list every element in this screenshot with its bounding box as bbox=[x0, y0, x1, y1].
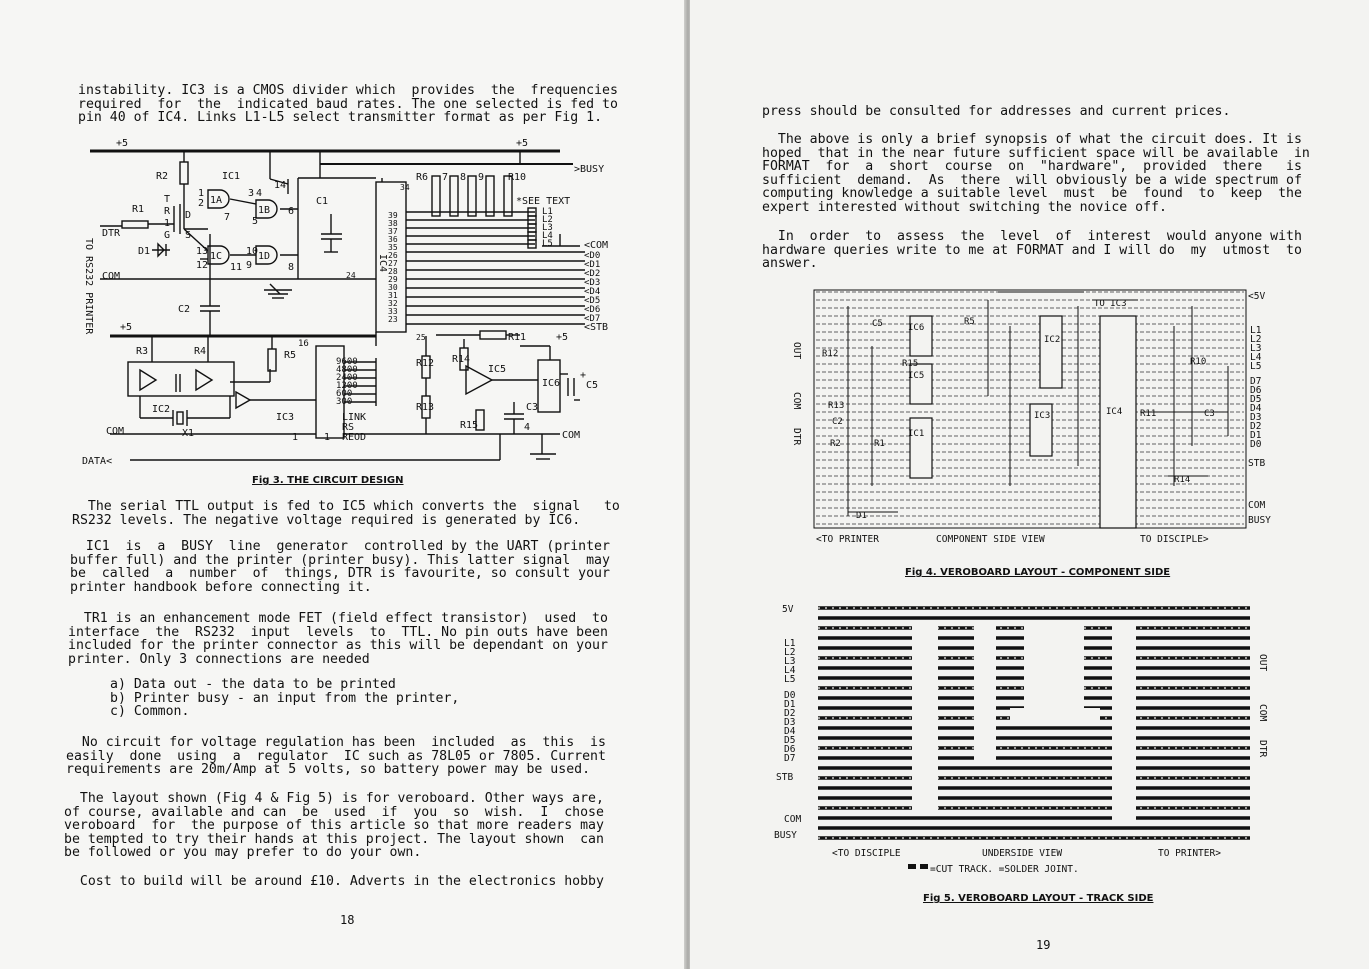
paragraph: The above is only a brief synopsis of what the circuit does. It is hoped that in the near future sufficient space will be available in FORMAT for a short course on "hardware", provided there is sufficient demand. As there will obviously be a wide spectrum of computing knowledge a suitable level must be found to keep the expert interested without switching the novice off. bbox=[762, 132, 1310, 215]
fig5-label: STB bbox=[776, 772, 794, 783]
fig3-label: *SEE TEXT bbox=[516, 196, 571, 207]
fig5-label: D3 bbox=[784, 717, 796, 728]
fig3-label: 4 bbox=[256, 188, 263, 199]
fig3-label: <COM bbox=[584, 240, 609, 251]
fig3-label: R4 bbox=[194, 346, 207, 357]
fig3-label: D bbox=[185, 210, 192, 221]
fig4-part: C2 bbox=[832, 417, 843, 427]
fig3-label: R15 bbox=[460, 420, 479, 431]
fig5-label: D5 bbox=[784, 735, 796, 746]
paragraph: TR1 is an enhancement mode FET (field effect transistor) used to interface the RS232 input levels to TTL. No pin outs have been included for the printer connector as this will be dependant on your printer. Only 3 connections are needed bbox=[68, 611, 608, 667]
fig3-label: 39 bbox=[388, 211, 398, 220]
fig3-label: L4 bbox=[542, 231, 553, 241]
circuit-diagram bbox=[80, 134, 640, 468]
fig5-label: UNDERSIDE VIEW bbox=[982, 848, 1063, 859]
fig3-label: COM bbox=[106, 426, 125, 437]
fig3-label: 29 bbox=[388, 275, 398, 284]
fig3-label: 7 bbox=[442, 172, 449, 183]
fig4-label: COM bbox=[1248, 500, 1266, 511]
fig4-label: L5 bbox=[1250, 361, 1262, 372]
fig5-label: OUT bbox=[1257, 654, 1268, 672]
fig4-part: R13 bbox=[828, 401, 845, 411]
fig3-label: 31 bbox=[388, 291, 398, 300]
fig3-label: C3 bbox=[526, 402, 539, 413]
fig4-label: L1 bbox=[1250, 325, 1262, 336]
fig4-label: D2 bbox=[1250, 421, 1262, 432]
fig3-label: R13 bbox=[416, 402, 435, 413]
fig3-label: 38 bbox=[388, 219, 398, 228]
fig4-part: R12 bbox=[822, 349, 839, 359]
fig4-part: IC3 bbox=[1034, 411, 1051, 421]
fig3-label: 8 bbox=[288, 262, 295, 273]
fig4-label: D1 bbox=[1250, 430, 1262, 441]
fig5-label: L5 bbox=[784, 674, 796, 685]
fig4-part: R11 bbox=[1140, 409, 1157, 419]
fig3-label: 33 bbox=[388, 307, 398, 316]
fig5-label: D7 bbox=[784, 753, 796, 764]
fig4-part: IC1 bbox=[908, 429, 925, 439]
fig4-part: C5 bbox=[872, 319, 883, 329]
page-number: 18 bbox=[340, 913, 355, 927]
paragraph: In order to assess the level of interest would anyone with hardware queries write to me at FORMAT and I will do my utmost to answer. bbox=[762, 229, 1302, 272]
fig4-part: IC6 bbox=[908, 323, 925, 333]
fig3-label: 9 bbox=[246, 260, 253, 271]
fig3-label: 1 bbox=[198, 188, 205, 199]
veroboard-component-side bbox=[788, 286, 1368, 548]
fig3-label: 5 bbox=[252, 216, 259, 227]
fig4-label: D7 bbox=[1250, 376, 1262, 387]
fig4-part: C3 bbox=[1204, 409, 1215, 419]
fig3-label: IC3 bbox=[276, 412, 295, 423]
fig3-label: 10 bbox=[246, 246, 259, 257]
fig3-label: 8 bbox=[460, 172, 467, 183]
fig3-label: C5 bbox=[586, 380, 599, 391]
fig3-label: LINK bbox=[342, 412, 367, 423]
fig4-label: STB bbox=[1248, 458, 1266, 469]
fig3-label: <D4 bbox=[584, 287, 601, 297]
fig4-label: D0 bbox=[1250, 439, 1262, 450]
fig3-label: <D6 bbox=[584, 305, 601, 315]
fig3-label: DTR bbox=[102, 228, 121, 239]
fig5-label: L2 bbox=[784, 647, 796, 658]
fig3-label: >BUSY bbox=[574, 164, 605, 175]
fig3-label: D1 bbox=[138, 246, 151, 257]
fig3-label: 2400 bbox=[336, 373, 358, 383]
fig4-part: TO IC3 bbox=[1094, 299, 1127, 309]
fig3-label: 1A bbox=[210, 195, 223, 206]
fig5-label: D1 bbox=[784, 699, 796, 710]
fig3-label: 32 bbox=[388, 299, 398, 308]
fig5-label: COM bbox=[784, 814, 802, 825]
fig3-label: 1B bbox=[258, 205, 271, 216]
fig3-label: <D1 bbox=[584, 260, 601, 270]
fig5-label: 5V bbox=[782, 604, 794, 615]
fig3-label: 30 bbox=[388, 283, 398, 292]
fig5-label: D0 bbox=[784, 690, 796, 701]
fig3-label: T bbox=[164, 194, 171, 205]
fig4-label: DTR bbox=[791, 428, 802, 446]
fig3-label: 36 bbox=[388, 235, 398, 244]
fig3-label: 6 bbox=[288, 206, 295, 217]
fig3-label: <STB bbox=[584, 322, 609, 333]
fig5-label: BUSY bbox=[774, 830, 797, 841]
fig3-label: IC2 bbox=[152, 404, 171, 415]
fig5-label: <TO DISCIPLE bbox=[832, 848, 901, 859]
paragraph: press should be consulted for addresses and current prices. bbox=[762, 104, 1231, 119]
fig5-label: D4 bbox=[784, 726, 796, 737]
fig3-label: +5 bbox=[516, 138, 529, 149]
fig3-label: 27 bbox=[388, 259, 398, 268]
list-item: c) Common. bbox=[110, 704, 190, 720]
fig3-label: 14 bbox=[274, 180, 287, 191]
fig3-label: <D3 bbox=[584, 278, 601, 288]
fig3-label: 2 bbox=[198, 198, 205, 209]
fig3-label: +5 bbox=[116, 138, 129, 149]
paragraph: The serial TTL output is fed to IC5 which converts the signal to RS232 levels. The negative voltage required is generated by IC6. bbox=[72, 499, 620, 528]
fig5-label: DTR bbox=[1257, 740, 1268, 758]
fig3-label: 23 bbox=[388, 315, 398, 324]
fig3-label: R2 bbox=[156, 171, 169, 182]
fig4-part: R15 bbox=[902, 359, 919, 369]
fig4-label: COMPONENT SIDE VIEW bbox=[936, 534, 1045, 545]
right-page bbox=[690, 0, 1369, 969]
fig4-label: L4 bbox=[1250, 352, 1262, 363]
fig3-label: <D2 bbox=[584, 269, 601, 279]
figure-caption: Fig 3. THE CIRCUIT DESIGN bbox=[252, 475, 404, 486]
fig4-part: IC5 bbox=[908, 371, 925, 381]
figure-caption: Fig 4. VEROBOARD LAYOUT - COMPONENT SIDE bbox=[905, 567, 1171, 578]
fig3-label: R14 bbox=[452, 354, 471, 365]
fig5-legend: =CUT TRACK. =SOLDER JOINT. bbox=[930, 864, 1079, 875]
fig3-label: 300 bbox=[336, 397, 353, 407]
fig5-label: L4 bbox=[784, 665, 796, 676]
fig5-label: D6 bbox=[784, 744, 796, 755]
fig4-label: D3 bbox=[1250, 412, 1262, 423]
fig5-label: D2 bbox=[784, 708, 796, 719]
fig3-label: 13 bbox=[196, 246, 209, 257]
fig3-label: L5 bbox=[542, 239, 553, 249]
paragraph: IC1 is a BUSY line generator controlled by the UART (printer buffer full) and the printer (printer busy). This latter signal may be called a number of things, DTR is favourite, so consult your printer handbook before connecting it. bbox=[70, 539, 610, 595]
fig4-label: COM bbox=[791, 392, 802, 410]
paragraph: The layout shown (Fig 4 & Fig 5) is for veroboard. Other ways are, of course, available and can be used if you so wish. I chose veroboard for the purpose of this article so that more readers may be tempted to try their hands at this project. The layout shown can be followed or you may prefer to do your own. bbox=[64, 791, 604, 861]
fig3-label: IC6 bbox=[542, 378, 561, 389]
fig3-label: TO RS232 PRINTER bbox=[83, 238, 94, 335]
fig3-label: +5 bbox=[556, 332, 569, 343]
fig3-label: 1 bbox=[164, 218, 171, 229]
fig3-label: COM bbox=[562, 430, 581, 441]
fig4-part: IC4 bbox=[1106, 407, 1123, 417]
fig3-label: R11 bbox=[508, 332, 527, 343]
fig4-part: R14 bbox=[1174, 475, 1191, 485]
fig3-label: +5 bbox=[120, 322, 133, 333]
paragraph: Cost to build will be around £10. Adverts in the electronics hobby bbox=[64, 874, 604, 889]
fig3-label: IC4 bbox=[377, 254, 388, 273]
fig4-part: R5 bbox=[964, 317, 975, 327]
fig3-label: 4800 bbox=[336, 365, 358, 375]
fig3-label: 1 bbox=[324, 432, 331, 443]
fig4-label: D6 bbox=[1250, 385, 1262, 396]
fig3-label: 9600 bbox=[336, 357, 358, 367]
fig3-label: <D5 bbox=[584, 296, 601, 306]
fig3-label: IC5 bbox=[488, 364, 507, 375]
fig4-label: L3 bbox=[1250, 343, 1262, 354]
page-number: 19 bbox=[1036, 938, 1051, 952]
fig3-label: 35 bbox=[388, 243, 398, 252]
fig3-label: 1200 bbox=[336, 381, 358, 391]
fig3-label: R5 bbox=[284, 350, 297, 361]
fig4-label: L2 bbox=[1250, 334, 1262, 345]
fig3-label: 11 bbox=[230, 262, 243, 273]
fig4-label: <TO PRINTER bbox=[816, 534, 879, 545]
fig3-label: + bbox=[580, 370, 587, 381]
fig4-label: TO DISCIPLE> bbox=[1140, 534, 1209, 545]
fig3-label: 1C bbox=[210, 251, 223, 262]
fig3-label: <D7 bbox=[584, 314, 601, 324]
fig3-label: 4 bbox=[524, 422, 531, 433]
fig4-label: BUSY bbox=[1248, 515, 1271, 526]
fig3-label: 1D bbox=[258, 251, 271, 262]
fig5-label: TO PRINTER> bbox=[1158, 848, 1221, 859]
fig3-label: C1 bbox=[316, 196, 329, 207]
fig3-label: R6 bbox=[416, 172, 429, 183]
fig4-label: OUT bbox=[791, 342, 802, 360]
list bbox=[110, 678, 459, 719]
fig3-label: 24 bbox=[346, 271, 356, 280]
fig4-part: R10 bbox=[1190, 357, 1207, 367]
fig3-label: 26 bbox=[388, 251, 398, 260]
fig5-label: L3 bbox=[784, 656, 796, 667]
fig3-label: R12 bbox=[416, 358, 435, 369]
fig4-part: R2 bbox=[830, 439, 841, 449]
list-item: a) Data out - the data to be printed bbox=[110, 677, 396, 692]
fig3-label: REOD bbox=[342, 432, 367, 443]
fig3-label: 7 bbox=[224, 212, 231, 223]
figure-caption: Fig 5. VEROBOARD LAYOUT - TRACK SIDE bbox=[923, 893, 1154, 904]
fig3-label: R1 bbox=[132, 204, 145, 215]
fig3-label: L2 bbox=[542, 215, 553, 225]
fig3-label: 600 bbox=[336, 389, 353, 399]
fig3-label: 12 bbox=[196, 260, 209, 271]
list-item: b) Printer busy - an input from the printer, bbox=[110, 690, 460, 706]
fig3-label: G bbox=[164, 230, 171, 241]
fig3-label: L1 bbox=[542, 207, 553, 217]
fig3-label: X1 bbox=[182, 428, 195, 439]
fig3-label: DATA< bbox=[82, 456, 113, 467]
fig3-label: <D0 bbox=[584, 251, 601, 261]
fig4-part: D1 bbox=[856, 511, 867, 521]
fig3-label: 34 bbox=[400, 183, 410, 192]
fig3-label: RS bbox=[342, 422, 355, 433]
fig5-label: COM bbox=[1257, 704, 1268, 722]
fig3-label: 16 bbox=[298, 339, 309, 349]
fig3-label: 37 bbox=[388, 227, 398, 236]
fig3-label: R3 bbox=[136, 346, 149, 357]
fig3-label: C2 bbox=[178, 304, 191, 315]
fig4-label: D5 bbox=[1250, 394, 1262, 405]
fig3-label: IC1 bbox=[222, 171, 241, 182]
fig4-part: IC2 bbox=[1044, 335, 1061, 345]
fig3-label: 9 bbox=[478, 172, 485, 183]
fig4-label: D4 bbox=[1250, 403, 1262, 414]
fig3-label: 1 bbox=[292, 432, 299, 443]
fig4-label: <5V bbox=[1248, 291, 1266, 302]
fig5-label: L1 bbox=[784, 638, 796, 649]
fig3-label: R10 bbox=[508, 172, 527, 183]
veroboard-track-side bbox=[772, 598, 1348, 884]
fig3-label: 28 bbox=[388, 267, 398, 276]
fig4-part: R1 bbox=[874, 439, 885, 449]
fig3-label: 3 bbox=[248, 188, 255, 199]
fig3-label: COM bbox=[102, 271, 121, 282]
paragraph: No circuit for voltage regulation has been included as this is easily done using a regulator IC such as 78L05 or 7805. Current requirements are 20m/Amp at 5 volts, so battery power may be used. bbox=[66, 735, 606, 778]
fig3-label: L3 bbox=[542, 223, 553, 233]
paragraph: instability. IC3 is a CMOS divider which provides the frequencies required for the indicated baud rates. The one selected is fed to pin 40 of IC4. Links L1-L5 select transmitter format as per Fig 1. bbox=[78, 83, 618, 126]
fig3-label: 25 bbox=[416, 333, 426, 342]
fig3-label: R bbox=[164, 206, 171, 217]
fig3-label: S bbox=[185, 230, 192, 241]
